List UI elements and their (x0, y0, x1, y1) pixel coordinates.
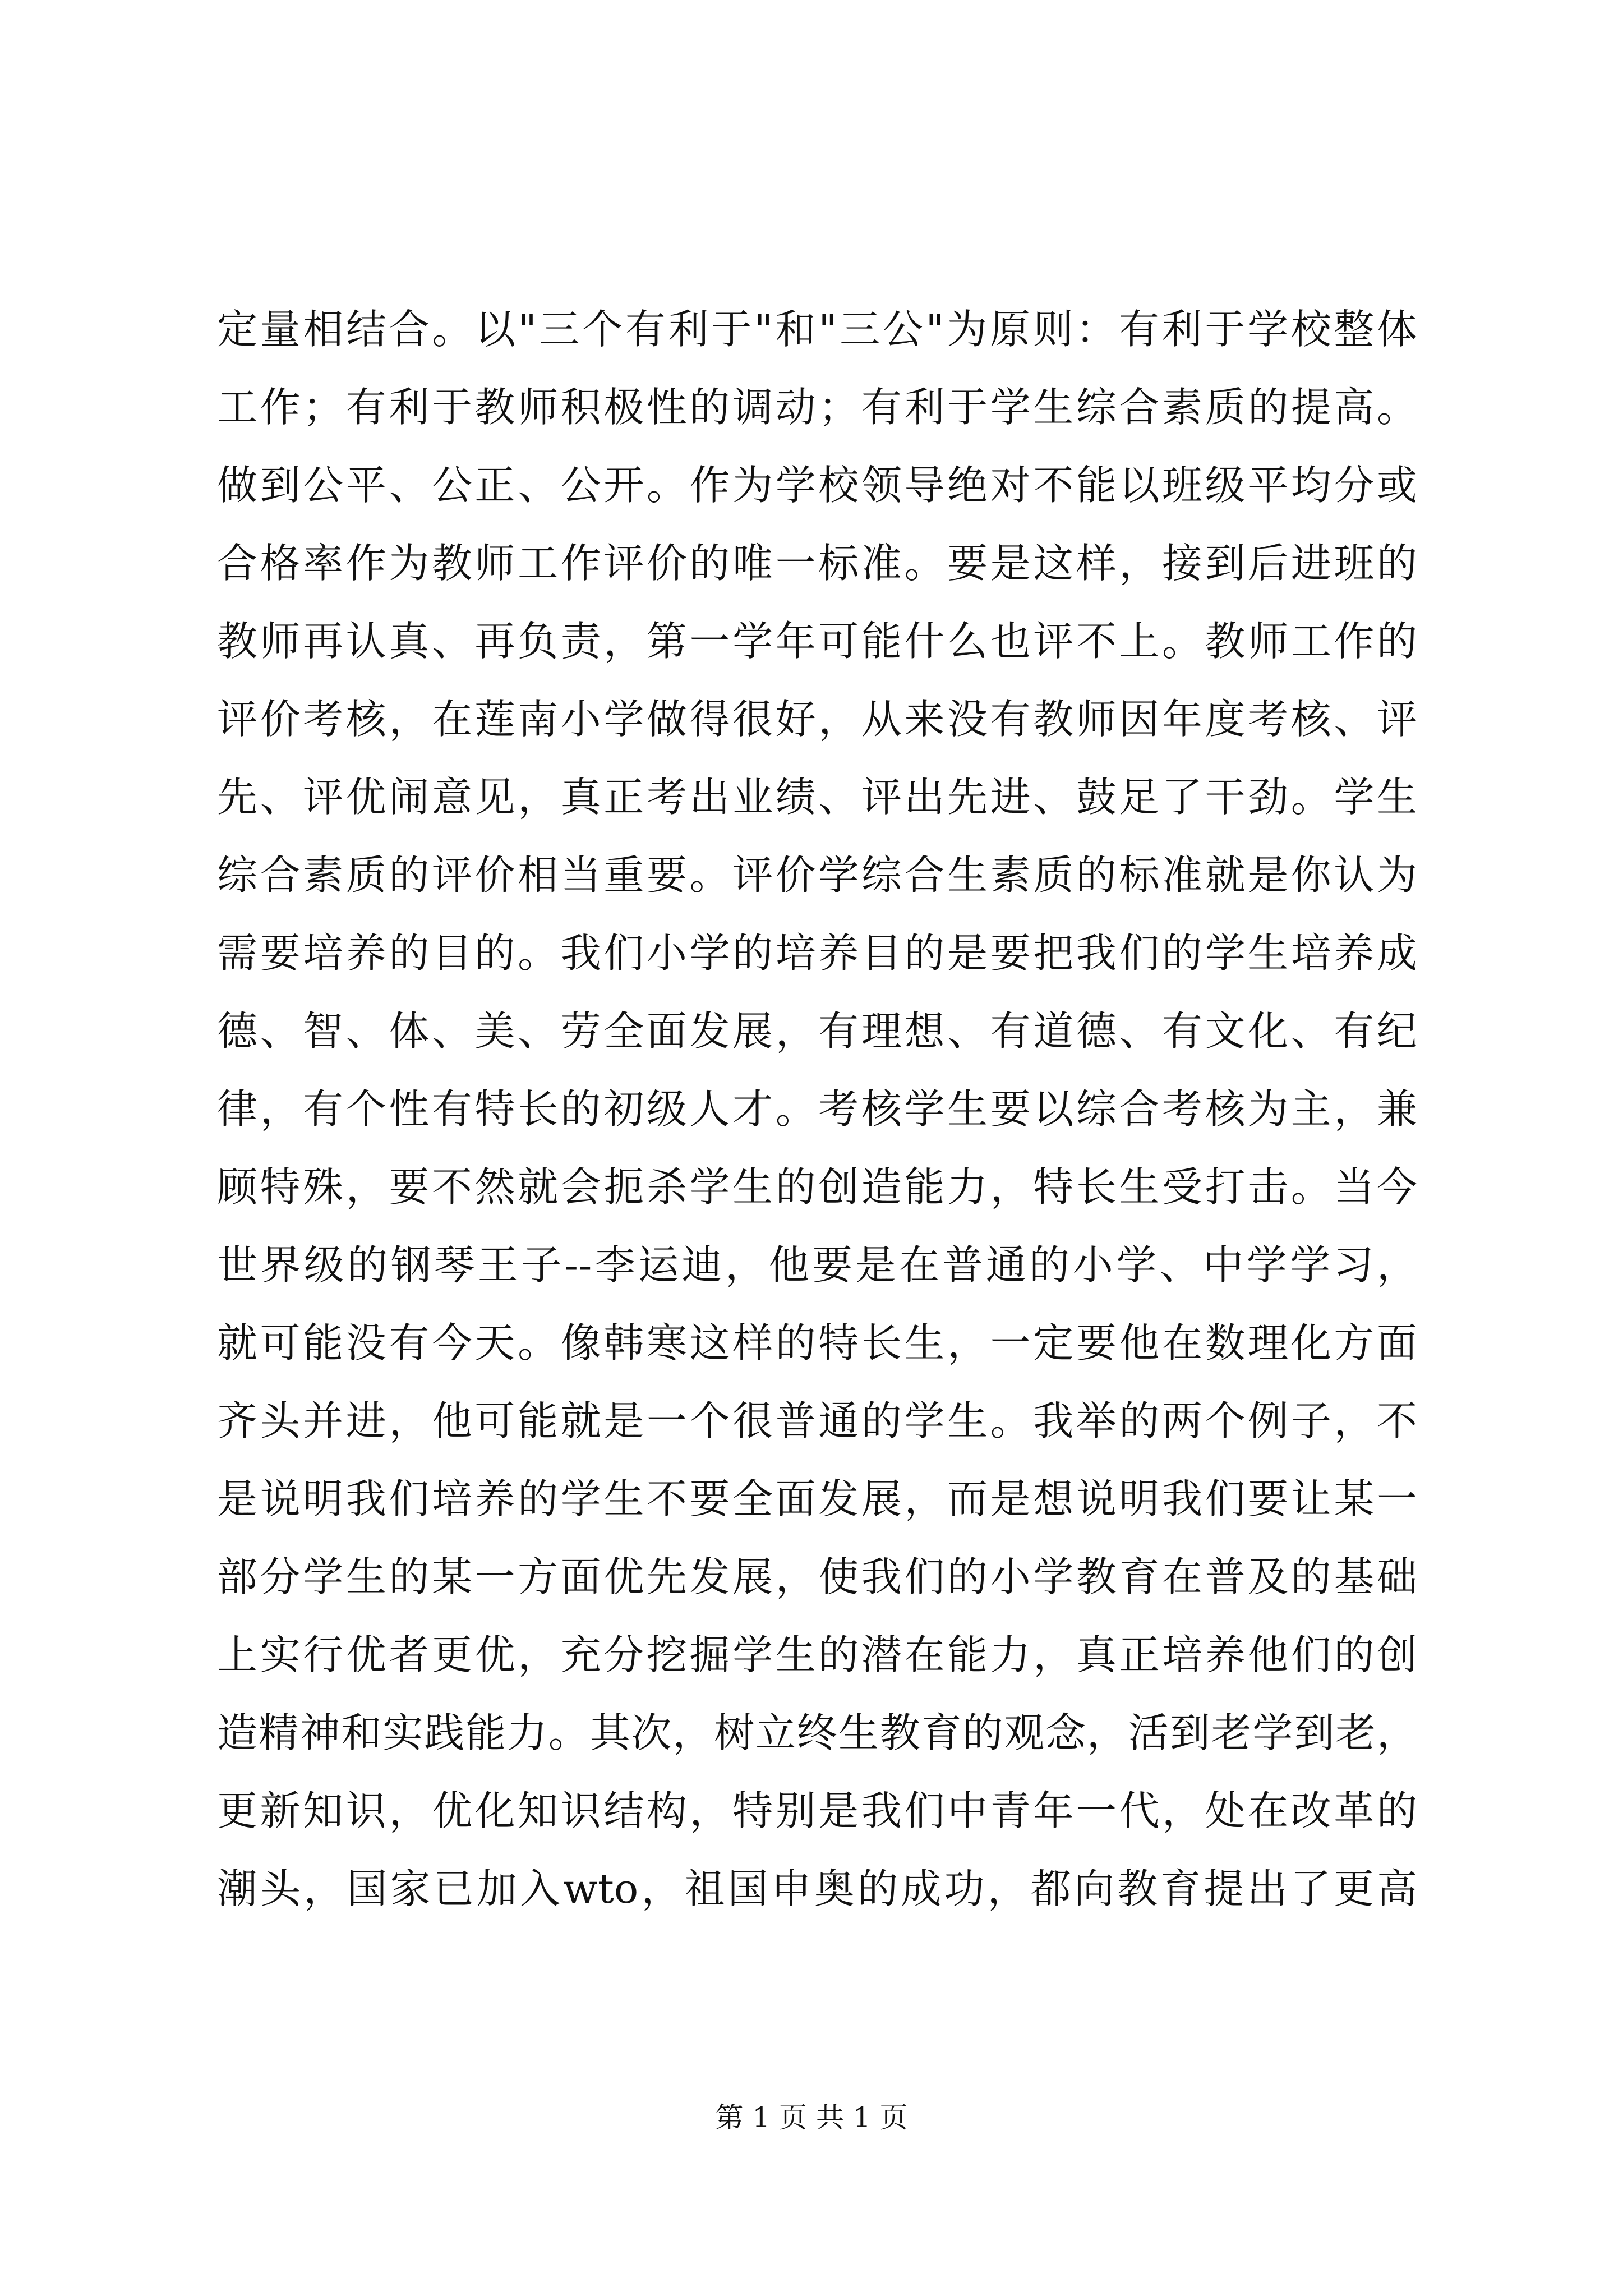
text-line: 德、智、体、美、劳全面发展，有理想、有道德、有文化、有纪 (217, 1007, 1417, 1055)
text-line: 律，有个性有特长的初级人才。考核学生要以综合考核为主，兼 (217, 1085, 1417, 1133)
text-line: 顾特殊，要不然就会扼杀学生的创造能力，特长生受打击。当今 (217, 1163, 1417, 1211)
text-line: 工作；有利于教师积极性的调动；有利于学生综合素质的提高。 (217, 384, 1417, 431)
body-text (217, 291, 1417, 1928)
text-line: 潮头，国家已加入wto，祖国申奥的成功，都向教育提出了更高 (217, 1865, 1417, 1912)
text-line: 综合素质的评价相当重要。评价学综合生素质的标准就是你认为 (217, 852, 1417, 899)
text-line: 造精神和实践能力。其次，树立终生教育的观念，活到老学到老， (217, 1709, 1417, 1756)
text-line: 上实行优者更优，充分挖掘学生的潜在能力，真正培养他们的创 (217, 1631, 1417, 1678)
text-line: 就可能没有今天。像韩寒这样的特长生，一定要他在数理化方面 (217, 1319, 1417, 1366)
text-line: 是说明我们培养的学生不要全面发展，而是想说明我们要让某一 (217, 1475, 1417, 1522)
text-line: 做到公平、公正、公开。作为学校领导绝对不能以班级平均分或 (217, 462, 1417, 509)
text-line: 先、评优闹意见，真正考出业绩、评出先进、鼓足了干劲。学生 (217, 774, 1417, 821)
text-line: 更新知识，优化知识结构，特别是我们中青年一代，处在改革的 (217, 1787, 1417, 1834)
text-line: 评价考核，在莲南小学做得很好，从来没有教师因年度考核、评 (217, 696, 1417, 743)
text-line: 定量相结合。以"三个有利于"和"三公"为原则：有利于学校整体 (217, 306, 1417, 353)
text-line: 需要培养的目的。我们小学的培养目的是要把我们的学生培养成 (217, 930, 1417, 977)
text-line: 合格率作为教师工作评价的唯一标准。要是这样，接到后进班的 (217, 540, 1417, 587)
text-line: 世界级的钢琴王子--李运迪，他要是在普通的小学、中学学习， (217, 1241, 1417, 1289)
text-line: 教师再认真、再负责，第一学年可能什么也评不上。教师工作的 (217, 618, 1417, 665)
text-line: 齐头并进，他可能就是一个很普通的学生。我举的两个例子，不 (217, 1397, 1417, 1444)
text-line: 部分学生的某一方面优先发展，使我们的小学教育在普及的基础 (217, 1553, 1417, 1600)
page-footer: 第 1 页 共 1 页 (715, 2101, 908, 2134)
